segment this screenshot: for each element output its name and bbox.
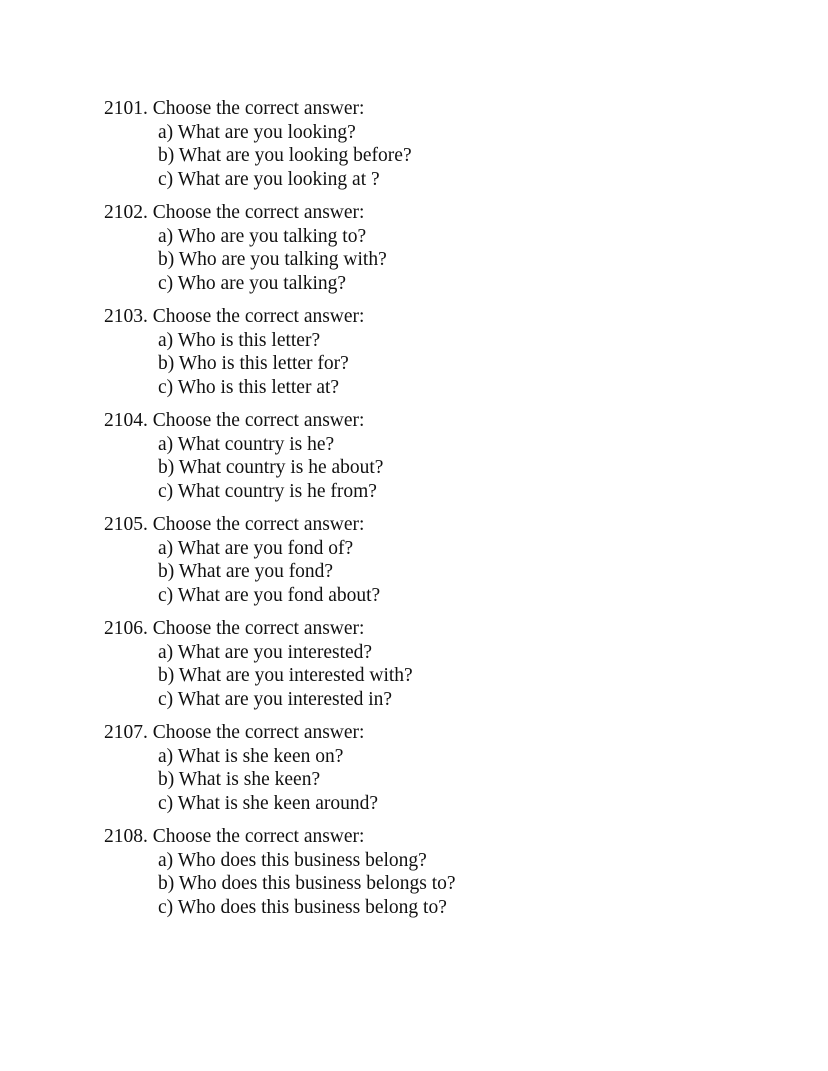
option-text: What are you interested with? xyxy=(178,665,413,686)
option-letter: b ) xyxy=(158,873,179,894)
question-number: 2108 . xyxy=(104,826,153,847)
answer-option xyxy=(158,225,744,249)
question-heading xyxy=(104,201,744,225)
option-text: Who are you talking to? xyxy=(177,225,367,247)
answer-option xyxy=(158,121,744,145)
option-text: Who are you talking with? xyxy=(178,249,387,270)
option-letter: b ) xyxy=(158,665,179,686)
option-list xyxy=(104,745,744,816)
option-text: Who does this business belong to? xyxy=(177,896,447,918)
answer-option xyxy=(158,352,744,376)
option-letter: a ) xyxy=(158,122,178,143)
question-number: 2101 . xyxy=(104,98,153,119)
answer-option xyxy=(158,849,744,873)
option-letter: a ) xyxy=(158,330,178,351)
option-letter: c ) xyxy=(158,689,178,710)
option-list xyxy=(104,849,744,920)
question-prompt: Choose the correct answer: xyxy=(152,410,365,431)
option-text: Who does this business belongs to? xyxy=(178,873,456,894)
answer-option xyxy=(158,745,744,769)
question-heading xyxy=(104,409,744,433)
option-letter: a ) xyxy=(158,642,178,663)
question-item xyxy=(104,617,744,711)
question-item xyxy=(104,721,744,815)
question-number: 2107 . xyxy=(104,722,153,743)
question-heading xyxy=(104,617,744,641)
option-text: What are you interested? xyxy=(177,641,373,663)
option-text: What are you looking at ? xyxy=(177,168,380,190)
answer-option xyxy=(158,664,744,688)
option-list xyxy=(104,121,744,192)
option-letter: b ) xyxy=(158,249,179,270)
question-number: 2104 . xyxy=(104,410,153,431)
question-list xyxy=(104,97,744,929)
question-prompt: Choose the correct answer: xyxy=(152,98,365,119)
option-letter: b ) xyxy=(158,353,179,374)
question-item xyxy=(104,409,744,503)
answer-option xyxy=(158,480,744,504)
option-text: Who is this letter at? xyxy=(177,376,340,398)
option-letter: a ) xyxy=(158,226,178,247)
option-text: Who does this business belong? xyxy=(177,849,427,871)
answer-option xyxy=(158,456,744,480)
question-heading xyxy=(104,513,744,537)
question-heading xyxy=(104,305,744,329)
question-prompt: Choose the correct answer: xyxy=(152,202,365,223)
option-list xyxy=(104,641,744,712)
answer-option xyxy=(158,584,744,608)
option-text: What is she keen around? xyxy=(177,792,379,814)
question-item xyxy=(104,513,744,607)
option-letter: c ) xyxy=(158,897,178,918)
option-text: What are you looking? xyxy=(177,121,356,143)
option-text: What is she keen on? xyxy=(177,745,344,767)
question-number: 2105 . xyxy=(104,514,153,535)
option-letter: b ) xyxy=(158,561,179,582)
question-prompt: Choose the correct answer: xyxy=(152,306,365,327)
option-text: What country is he? xyxy=(177,433,335,455)
answer-option xyxy=(158,168,744,192)
option-letter: a ) xyxy=(158,434,178,455)
option-letter: c ) xyxy=(158,793,178,814)
option-text: Who are you talking? xyxy=(177,272,347,294)
option-letter: a ) xyxy=(158,746,178,767)
answer-option xyxy=(158,537,744,561)
question-item xyxy=(104,825,744,919)
option-text: What are you fond about? xyxy=(177,584,381,606)
option-text: What country is he about? xyxy=(178,457,384,478)
answer-option xyxy=(158,144,744,168)
option-list xyxy=(104,537,744,608)
option-letter: b ) xyxy=(158,457,179,478)
answer-option xyxy=(158,433,744,457)
option-text: What are you looking before? xyxy=(178,145,412,166)
question-prompt: Choose the correct answer: xyxy=(152,722,365,743)
option-text: What are you interested in? xyxy=(177,688,393,710)
answer-option xyxy=(158,248,744,272)
answer-option xyxy=(158,896,744,920)
option-text: Who is this letter? xyxy=(177,329,321,351)
option-letter: a ) xyxy=(158,538,178,559)
option-letter: c ) xyxy=(158,273,178,294)
option-text: What country is he from? xyxy=(177,480,377,502)
option-letter: c ) xyxy=(158,169,178,190)
option-letter: b ) xyxy=(158,145,179,166)
option-letter: c ) xyxy=(158,377,178,398)
option-letter: a ) xyxy=(158,850,178,871)
answer-option xyxy=(158,641,744,665)
answer-option xyxy=(158,688,744,712)
answer-option xyxy=(158,768,744,792)
question-heading xyxy=(104,721,744,745)
question-item xyxy=(104,97,744,191)
question-number: 2102 . xyxy=(104,202,153,223)
option-text: What are you fond? xyxy=(178,561,334,582)
question-number: 2106 . xyxy=(104,618,153,639)
option-letter: c ) xyxy=(158,481,178,502)
question-item xyxy=(104,305,744,399)
question-heading xyxy=(104,97,744,121)
answer-option xyxy=(158,376,744,400)
option-text: What is she keen? xyxy=(178,769,321,790)
answer-option xyxy=(158,792,744,816)
question-heading xyxy=(104,825,744,849)
question-prompt: Choose the correct answer: xyxy=(152,618,365,639)
option-letter: c ) xyxy=(158,585,178,606)
question-item xyxy=(104,201,744,295)
option-list xyxy=(104,329,744,400)
option-text: What are you fond of? xyxy=(177,537,354,559)
answer-option xyxy=(158,560,744,584)
question-prompt: Choose the correct answer: xyxy=(152,514,365,535)
question-number: 2103 . xyxy=(104,306,153,327)
option-list xyxy=(104,433,744,504)
answer-option xyxy=(158,329,744,353)
option-text: Who is this letter for? xyxy=(178,353,349,374)
answer-option xyxy=(158,872,744,896)
question-prompt: Choose the correct answer: xyxy=(152,826,365,847)
answer-option xyxy=(158,272,744,296)
option-list xyxy=(104,225,744,296)
option-letter: b ) xyxy=(158,769,179,790)
